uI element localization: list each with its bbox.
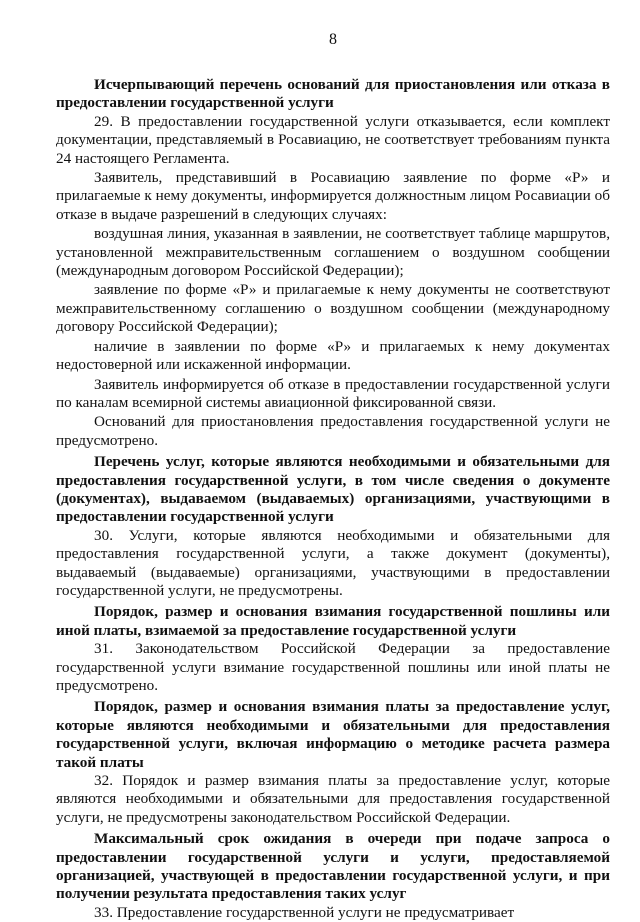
section-heading-queue-time: Максимальный срок ожидания в очереди при подаче запроса о предоставлении государственной услуги и услуги, предоставляемой организацией, участвующей в предоставлении государственной услуги, и при получении результата предоставления таких услуг — [56, 830, 610, 903]
document-body — [56, 76, 610, 922]
document-page — [56, 0, 610, 921]
section-heading-refusal-grounds: Исчерпывающий перечень оснований для приостановления или отказа в предоставлении государственной услуги — [56, 76, 610, 112]
paragraph-applicant-informed: Заявитель, представивший в Росавиацию заявление по форме «Р» и прилагаемые к нему документы, информируется должностным лицом Росавиации об отказе в выдаче разрешений в следующих случаях: — [56, 169, 610, 223]
paragraph-29: 29. В предоставлении государственной услуги отказывается, если комплект документации, представляемый в Росавиацию, не соответствует требованиям пункта 24 настоящего Регламента. — [56, 112, 610, 167]
section-heading-state-duty: Порядок, размер и основания взимания государственной пошлины или иной платы, взимаемой за предоставление государственной услуги — [56, 603, 610, 639]
paragraph-case-form-mismatch: заявление по форме «Р» и прилагаемые к нему документы не соответствуют межправительственному соглашению о воздушном сообщении (международному договору Российской Федерации); — [56, 281, 610, 336]
paragraph-30: 30. Услуги, которые являются необходимыми и обязательными для предоставления государственной услуги, а также документ (документы), выдаваемый (выдаваемые) организациями, участвующими в предоставлении государственной услуги, не предусмотрены. — [56, 526, 610, 599]
section-heading-fee-for-services: Порядок, размер и основания взимания платы за предоставление услуг, которые являются необходимыми и обязательными для предоставления государственной услуги, включая информацию о методике расчета размера такой платы — [56, 698, 610, 771]
paragraph-no-suspension: Оснований для приостановления предоставления государственной услуги не предусмотрено. — [56, 413, 610, 449]
paragraph-33: 33. Предоставление государственной услуги не предусматривает — [94, 903, 515, 921]
paragraph-notification-channel: Заявитель информируется об отказе в предоставлении государственной услуги по каналам всемирной системы авиационной фиксированной связи. — [56, 375, 610, 411]
paragraph-31: 31. Законодательством Российской Федерации за предоставление государственной услуги взимание государственной пошлины или иной платы не предусмотрено. — [56, 640, 610, 694]
section-heading-required-services: Перечень услуг, которые являются необходимыми и обязательными для предоставления государственной услуги, в том числе сведения о документе (документах), выдаваемом (выдаваемых) организациями, участвующими в предоставлении государственной услуги — [56, 453, 610, 526]
paragraph-case-false-info: наличие в заявлении по форме «Р» и прилагаемых к нему документах недостоверной или искаженной информации. — [56, 337, 610, 374]
page-number: 8 — [329, 31, 337, 48]
paragraph-32: 32. Порядок и размер взимания платы за предоставление услуг, которые являются необходимыми и обязательными для предоставления государственной услуги, не предусмотрены законодательством Российской Федерации. — [56, 772, 610, 826]
paragraph-case-air-line: воздушная линия, указанная в заявлении, не соответствует таблице маршрутов, установленной межправительственным соглашением о воздушном сообщении (международным договором Российской Федерации); — [56, 225, 610, 280]
